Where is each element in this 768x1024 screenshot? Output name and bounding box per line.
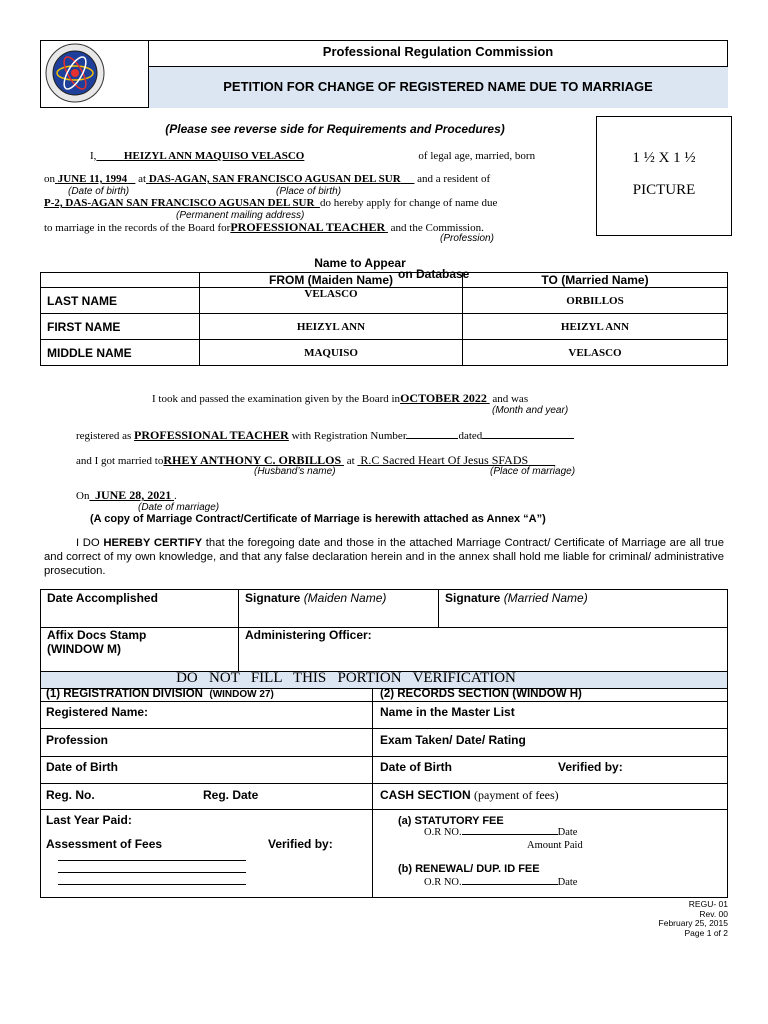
married-name-caption: (Married Name): [503, 591, 588, 605]
exam-text: I took and passed the examination given by the Board in: [152, 393, 401, 405]
profession-label: Profession: [46, 733, 109, 747]
marriage-date-line: On JUNE 28, 2021 .: [76, 488, 177, 502]
birth-date-value: JUNE 11, 1994: [57, 173, 128, 185]
renewal-fee-label: (b) RENEWAL/ DUP. ID FEE: [398, 863, 540, 875]
assessment-line-3: [58, 884, 246, 885]
certify-rest: that the foregoing date and those in the attached Marriage Contract/ Certificate of Marriage are all true and correct of my own knowledge, and that any false declaration herein and in the annex shall hold me liable for criminal/ administrative prosecution.: [44, 537, 724, 577]
name-to-appear-heading: Name to Appear: [314, 256, 406, 270]
verified-by-label: Verified by:: [268, 837, 333, 851]
date-of-birth-right-label: Date of Birth: [380, 760, 452, 774]
row-divider-1: [40, 728, 728, 729]
amount-paid-label: Amount Paid: [527, 840, 583, 851]
col-from-header: FROM (Maiden Name): [200, 273, 463, 288]
window-27-text: (WINDOW 27): [209, 689, 274, 700]
footer-block: [600, 900, 728, 938]
row-label: LAST NAME: [41, 288, 200, 314]
form-code: REGU- 01: [688, 899, 728, 909]
verification-col-divider: [372, 688, 373, 898]
row-divider-3: [40, 783, 728, 784]
birth-date-field: [55, 173, 135, 185]
or-no-line-2: [424, 877, 577, 888]
reg-no-label: Reg. No.: [46, 788, 95, 802]
or-no-line-1: [424, 827, 577, 838]
registered-line: [76, 428, 574, 443]
window-m-label: (WINDOW M): [47, 642, 121, 656]
revision: Rev. 00: [699, 908, 728, 919]
commission-text: and the Commission.: [390, 222, 484, 234]
full-name-value: HEIZYL ANN MAQUISO VELASCO: [123, 150, 305, 162]
resident-text: and a resident of: [417, 173, 491, 185]
signature-married-label: [445, 591, 588, 605]
petitioner-line1: [90, 150, 535, 162]
cash-section-text: CASH SECTION: [380, 788, 471, 802]
marriage-date-field: [89, 490, 174, 502]
after-name-text: of legal age, married, born: [418, 150, 536, 162]
date-marriage-caption: (Date of marriage): [138, 502, 220, 513]
assessment-of-fees-label: Assessment of Fees: [46, 837, 163, 851]
address-field: [44, 197, 320, 209]
row-divider-4: [40, 809, 728, 810]
last-name-to: ORBILLOS: [463, 288, 728, 314]
or-no-text-1: O.R NO.: [424, 827, 462, 838]
dated-text: dated: [458, 430, 483, 442]
petitioner-line2: [44, 173, 490, 185]
date-text-1: Date: [557, 827, 578, 838]
master-list-label: Name in the Master List: [380, 705, 515, 719]
place-marriage-caption: (Place of marriage): [490, 466, 576, 477]
month-year-caption: (Month and year): [492, 405, 569, 416]
full-name-field: [96, 150, 418, 162]
registration-division-text: (1) REGISTRATION DIVISION: [46, 688, 203, 700]
signature-maiden-label: [245, 591, 386, 605]
signature-word: Signature: [245, 591, 301, 605]
exam-date-value: OCTOBER 2022: [400, 391, 487, 405]
sig-col-divider-2: [438, 589, 439, 627]
date-of-birth-caption: (Date of birth): [68, 186, 130, 197]
marriage-place-field: [357, 453, 555, 467]
husband-caption: (Husband’s name): [254, 466, 336, 477]
reg-date-label: Reg. Date: [203, 788, 259, 802]
row-label: MIDDLE NAME: [41, 340, 200, 366]
maiden-name-caption: (Maiden Name): [303, 591, 387, 605]
apply-text: do hereby apply for change of name due: [319, 197, 498, 209]
picture-label: PICTURE: [632, 182, 696, 198]
date-accomplished-label: Date Accomplished: [47, 591, 158, 605]
affix-docs-stamp-label: Affix Docs Stamp: [47, 628, 147, 642]
table-row: [41, 288, 728, 314]
exam-taken-label: Exam Taken/ Date/ Rating: [380, 733, 526, 747]
profession-caption: (Profession): [440, 233, 494, 244]
picture-size: 1 ½ X 1 ½: [632, 150, 696, 166]
middle-name-to: VELASCO: [463, 340, 728, 366]
assessment-line-1: [58, 860, 246, 861]
petitioner-line3: [44, 197, 497, 209]
records-section-head: (2) RECORDS SECTION (WINDOW H): [380, 688, 582, 700]
dated-blank: [482, 438, 574, 439]
first-name-from: HEIZYL ANN: [200, 314, 463, 340]
registered-profession-value: PROFESSIONAL TEACHER: [134, 428, 289, 442]
annex-note: (A copy of Marriage Contract/Certificate of Marriage is herewith attached as Annex “A”): [90, 513, 546, 525]
registered-name-label: Registered Name:: [46, 705, 149, 719]
date-text-2: Date: [557, 877, 578, 888]
records-text: to marriage in the records of the Board for: [44, 222, 231, 234]
petitioner-line4: [44, 220, 484, 235]
place-of-birth-caption: (Place of birth): [276, 186, 342, 197]
table-row: [41, 314, 728, 340]
row-label: FIRST NAME: [41, 314, 200, 340]
date-of-birth-label: Date of Birth: [46, 760, 118, 774]
registered-profession-field: [134, 430, 289, 442]
registration-division-head: [46, 688, 274, 700]
verification-banner-text: DO NOT FILL THIS PORTION VERIFICATION: [176, 670, 516, 686]
signature-word-2: Signature: [445, 591, 501, 605]
row-divider-2: [40, 756, 728, 757]
or-no-blank-1: [462, 834, 558, 835]
or-no-blank-2: [462, 884, 558, 885]
seal-logo: [44, 42, 106, 104]
col-to-header: TO (Married Name): [463, 273, 728, 288]
husband-value: RHEY ANTHONY C. ORBILLOS: [163, 453, 342, 467]
on-database-heading: on Database: [398, 267, 470, 281]
married-to-text: and I got married to: [76, 455, 164, 467]
head-divider: [40, 701, 728, 702]
prefix-i: I,: [90, 150, 97, 162]
org-name: Professional Regulation Commission: [322, 44, 554, 59]
last-name-from: VELASCO: [200, 288, 463, 314]
exam-line: [152, 391, 528, 406]
at-text: at: [138, 173, 147, 185]
certification-paragraph: [44, 536, 724, 578]
middle-name-from: MAQUISO: [200, 340, 463, 366]
registration-number-text: with Registration Number: [291, 430, 407, 442]
names-table: [40, 272, 728, 366]
reverse-side-note: (Please see reverse side for Requirements and Procedures): [165, 122, 505, 136]
profession-value: PROFESSIONAL TEACHER: [230, 220, 386, 234]
at-text-2: at: [346, 455, 355, 467]
verified-by-right-label: Verified by:: [558, 760, 623, 774]
cash-section-label: [380, 788, 559, 803]
cash-section-note: (payment of fees): [474, 788, 559, 802]
exam-date-field: [400, 393, 490, 405]
names-table-corner: [41, 273, 200, 288]
statutory-fee-label: (a) STATUTORY FEE: [398, 815, 504, 827]
on-text: on: [44, 173, 55, 185]
certify-bold: HEREBY CERTIFY: [103, 537, 203, 549]
marriage-place-value: R.C Sacred Heart Of Jesus SFADS: [360, 453, 529, 467]
address-value: P-2, DAS-AGAN SAN FRANCISCO AGUSAN DEL SUR: [44, 197, 315, 209]
certify-lead: I DO: [76, 537, 100, 549]
birth-place-value: DAS-AGAN, SAN FRANCISCO AGUSAN DEL SUR: [148, 173, 401, 185]
address-caption: (Permanent mailing address): [176, 210, 305, 221]
birth-place-field: [146, 173, 414, 185]
administering-officer-label: Administering Officer:: [245, 628, 372, 642]
first-name-to: HEIZYL ANN: [463, 314, 728, 340]
profession-field: [230, 222, 388, 234]
on-text-2: On: [76, 490, 90, 502]
table-row: [41, 340, 728, 366]
registration-number-blank: [406, 438, 458, 439]
last-year-paid-label: Last Year Paid:: [46, 813, 132, 827]
and-was-text: and was: [492, 393, 529, 405]
revision-date: February 25, 2015: [658, 918, 728, 928]
page-number: Page 1 of 2: [684, 927, 728, 938]
sig-col-divider-1: [238, 589, 239, 672]
picture-box: [596, 116, 732, 236]
assessment-line-2: [58, 872, 246, 873]
marriage-date-value: JUNE 28, 2021: [94, 488, 172, 502]
form-title: PETITION FOR CHANGE OF REGISTERED NAME DUE TO MARRIAGE: [223, 79, 653, 94]
or-no-text-2: O.R NO.: [424, 877, 462, 888]
registered-as-text: registered as: [76, 430, 132, 442]
